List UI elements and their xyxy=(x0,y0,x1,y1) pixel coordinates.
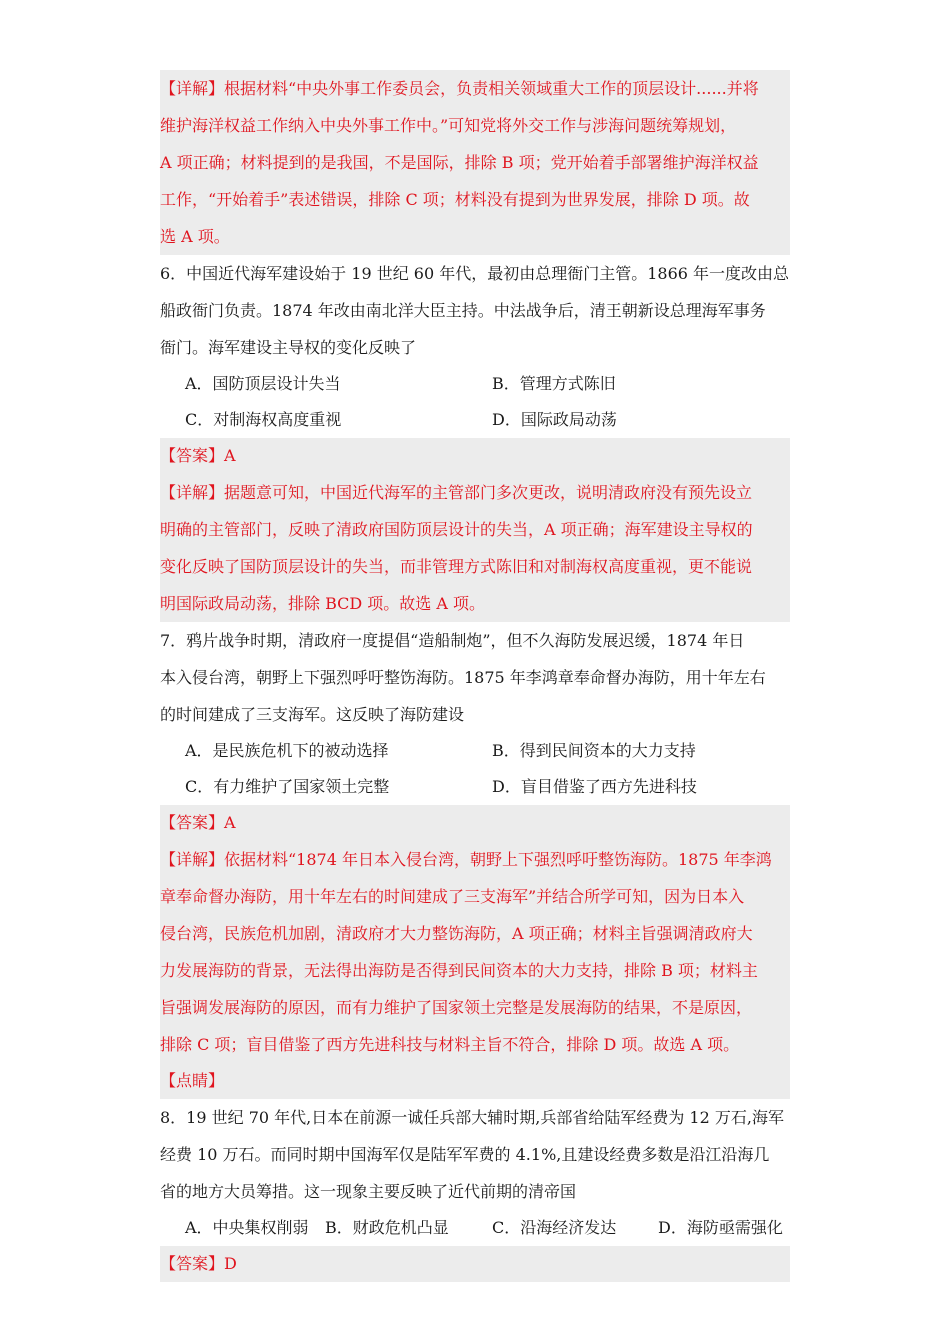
q7-options-row-2 xyxy=(160,769,790,805)
q8-option-b: B．财政危机凸显 xyxy=(325,1218,449,1237)
q6-options-row-2 xyxy=(160,402,790,438)
q8-option-c: C．沿海经济发达 xyxy=(492,1218,617,1237)
q6-stem-line: 6．中国近代海军建设始于 19 世纪 60 年代，最初由总理衙门主管。1866 年一度改由总 xyxy=(160,264,790,283)
q7-option-a: A．是民族危机下的被动选择 xyxy=(185,741,389,760)
question-6 xyxy=(160,255,790,438)
q5-detail-line: 维护海洋权益工作纳入中央外事工作中。”可知党将外交工作与涉海问题统筹规划， xyxy=(160,116,737,135)
q7-option-b: B．得到民间资本的大力支持 xyxy=(492,741,696,760)
q7-stem-line: 的时间建成了三支海军。这反映了海防建设 xyxy=(160,705,465,724)
document-page xyxy=(160,70,790,1282)
q5-explanation xyxy=(160,70,790,255)
q6-answer-block xyxy=(160,438,790,622)
q7-option-c: C．有力维护了国家领土完整 xyxy=(185,777,390,796)
q7-detail-line: 力发展海防的背景，无法得出海防是否得到民间资本的大力支持，排除 B 项；材料主 xyxy=(160,961,758,980)
q6-option-b: B．管理方式陈旧 xyxy=(492,374,616,393)
q7-detail-line: 排除 C 项；盲目借鉴了西方先进科技与材料主旨不符合，排除 D 项。故选 A 项。 xyxy=(160,1035,740,1054)
q7-stem-line: 7．鸦片战争时期，清政府一度提倡“造船制炮”，但不久海防发展迟缓，1874 年日 xyxy=(160,631,745,650)
q8-options-row xyxy=(160,1210,790,1246)
q6-detail-line: 明国际政局动荡，排除 BCD 项。故选 A 项。 xyxy=(160,594,486,613)
q5-detail-line: 【详解】根据材料“中央外事工作委员会，负责相关领域重大工作的顶层设计......并将 xyxy=(160,79,759,98)
q8-stem-line: 经费 10 万石。而同时期中国海军仅是陆军军费的 4.1%,且建设经费多数是沿江沿海几 xyxy=(160,1145,770,1164)
q8-answer-block xyxy=(160,1246,790,1282)
q6-stem-line: 衙门。海军建设主导权的变化反映了 xyxy=(160,338,417,357)
q5-detail-line: 工作，“开始着手”表述错误，排除 C 项；材料没有提到为世界发展，排除 D 项。故 xyxy=(160,190,750,209)
q7-detail-line: 章奉命督办海防，用十年左右的时间建成了三支海军”并结合所学可知，因为日本入 xyxy=(160,887,745,906)
q7-detail-line: 旨强调发展海防的原因，而有力维护了国家领土完整是发展海防的结果，不是原因， xyxy=(160,998,753,1017)
q7-detail-line: 侵台湾，民族危机加剧，清政府才大力整饬海防，A 项正确；材料主旨强调清政府大 xyxy=(160,924,753,943)
q8-answer: 【答案】D xyxy=(160,1254,237,1273)
q6-answer: 【答案】A xyxy=(160,446,236,465)
q7-detail-line: 【详解】依据材料“1874 年日本入侵台湾，朝野上下强烈呼吁整饬海防。1875 年李鸿 xyxy=(160,850,772,869)
q6-options-row-1 xyxy=(160,366,790,402)
q7-options-row-1 xyxy=(160,733,790,769)
q6-option-d: D．国际政局动荡 xyxy=(492,410,617,429)
q6-detail-line: 【详解】据题意可知，中国近代海军的主管部门多次更改，说明清政府没有预先设立 xyxy=(160,483,753,502)
q6-detail-line: 明确的主管部门，反映了清政府国防顶层设计的失当，A 项正确；海军建设主导权的 xyxy=(160,520,753,539)
q8-option-a: A．中央集权削弱 xyxy=(185,1218,309,1237)
q7-answer-block xyxy=(160,805,790,1099)
q6-detail-line: 变化反映了国防顶层设计的失当，而非管理方式陈旧和对制海权高度重视，更不能说 xyxy=(160,557,753,576)
q5-detail-line: A 项正确；材料提到的是我国，不是国际，排除 B 项；党开始着手部署维护海洋权益 xyxy=(160,153,759,172)
q5-detail-line: 选 A 项。 xyxy=(160,227,230,246)
q7-stem-line: 本入侵台湾，朝野上下强烈呼吁整饬海防。1875 年李鸿章奉命督办海防，用十年左右 xyxy=(160,668,766,687)
question-7 xyxy=(160,622,790,805)
question-8 xyxy=(160,1099,790,1246)
q8-stem-line: 8．19 世纪 70 年代,日本在前源一诚任兵部大辅时期,兵部省给陆军经费为 12 万石,海军 xyxy=(160,1108,784,1127)
q7-dianjing: 【点睛】 xyxy=(160,1071,225,1090)
q7-answer: 【答案】A xyxy=(160,813,236,832)
q6-stem-line: 船政衙门负责。1874 年改由南北洋大臣主持。中法战争后，清王朝新设总理海军事务 xyxy=(160,301,766,320)
q6-option-a: A．国防顶层设计失当 xyxy=(185,374,341,393)
q8-stem-line: 省的地方大员筹措。这一现象主要反映了近代前期的清帝国 xyxy=(160,1182,577,1201)
q7-option-d: D．盲目借鉴了西方先进科技 xyxy=(492,777,697,796)
q8-option-d: D．海防亟需强化 xyxy=(658,1218,783,1237)
q6-option-c: C．对制海权高度重视 xyxy=(185,410,342,429)
